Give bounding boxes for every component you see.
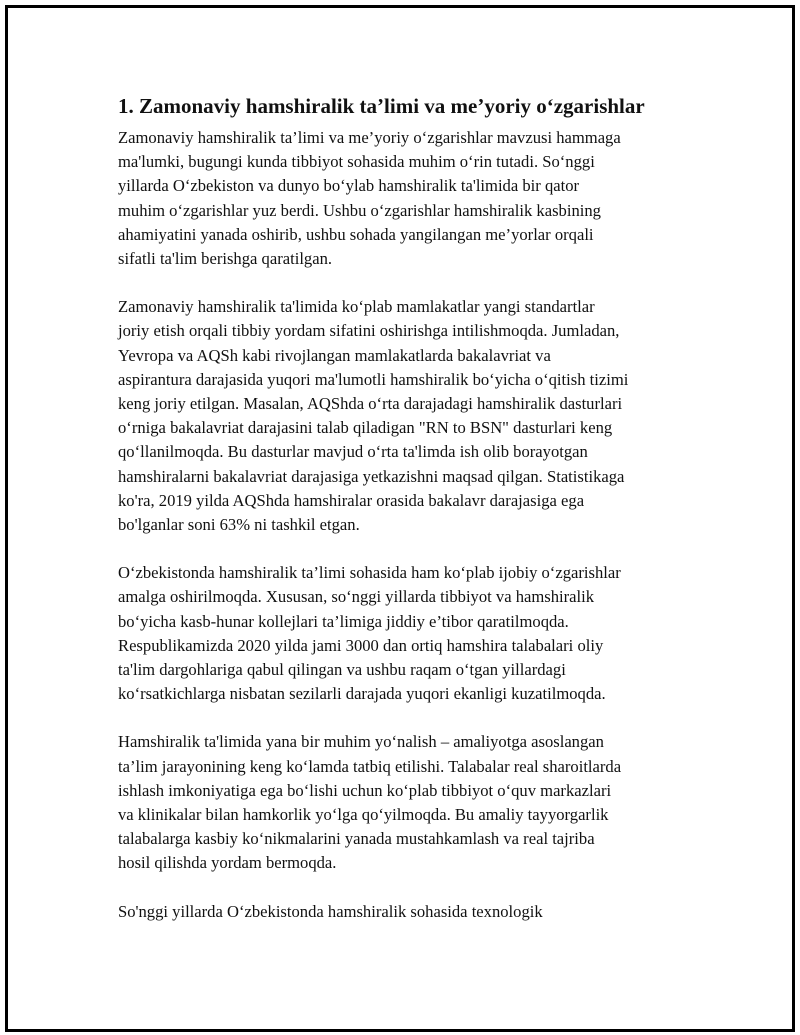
text-line: hosil qilishda yordam bermoqda. xyxy=(118,853,337,873)
text-line: aspirantura darajasida yuqori ma'lumotli hamshiralik bo‘yicha o‘qitish tizimi xyxy=(118,369,629,389)
text-line: ko'ra, 2019 yilda AQShda hamshiralar orasida bakalavr darajasiga ega xyxy=(118,490,585,510)
document-body xyxy=(118,92,698,948)
text-line: hamshiralarni bakalavriat darajasiga yetkazishni maqsad qilgan. Statistikaga xyxy=(118,466,625,486)
text-line: Zamonaviy hamshiralik ta'limida ko‘plab mamlakatlar yangi standartlar xyxy=(118,297,595,317)
text-line: sifatli ta'lim berishga qaratilgan. xyxy=(118,249,333,269)
text-line: Respublikamizda 2020 yilda jami 3000 dan ortiq hamshira talabalari oliy xyxy=(118,635,604,655)
text-line: amalga oshirilmoqda. Xususan, so‘nggi yillarda tibbiyot va hamshiralik xyxy=(118,587,595,607)
text-line: ma'lumki, bugungi kunda tibbiyot sohasida muhim o‘rin tutadi. So‘nggi xyxy=(118,152,595,172)
text-line: keng joriy etilgan. Masalan, AQShda o‘rta darajadagi hamshiralik dasturlari xyxy=(118,394,623,414)
text-line: O‘zbekistonda hamshiralik ta’limi sohasida ham ko‘plab ijobiy o‘zgarishlar xyxy=(118,563,621,583)
text-line: ta'lim dargohlariga qabul qilingan va ushbu raqam o‘tgan yillardagi xyxy=(118,660,566,680)
text-line: joriy etish orqali tibbiy yordam sifatini oshirishga intilishmoqda. Jumladan, xyxy=(118,321,620,341)
text-line: ishlash imkoniyatiga ega bo‘lishi uchun ko‘plab tibbiyot o‘quv markazlari xyxy=(118,780,612,800)
paragraph-2 xyxy=(118,295,698,537)
text-line: ahamiyatini yanada oshirib, ushbu sohada yangilangan me’yorlar orqali xyxy=(118,224,594,244)
text-line: muhim o‘zgarishlar yuz berdi. Ushbu o‘zgarishlar hamshiralik kasbining xyxy=(118,200,601,220)
text-line: yillarda O‘zbekiston va dunyo bo‘ylab hamshiralik ta'limida bir qator xyxy=(118,176,580,196)
text-line: So'nggi yillarda O‘zbekistonda hamshiralik sohasida texnologik xyxy=(118,901,543,921)
text-line: ko‘rsatkichlarga nisbatan sezilarli darajada yuqori ekanligi kuzatilmoqda. xyxy=(118,684,606,704)
paragraph-3 xyxy=(118,561,698,706)
paragraph-4 xyxy=(118,730,698,875)
text-line: ta’lim jarayonining keng ko‘lamda tatbiq etilishi. Talabalar real sharoitlarda xyxy=(118,756,622,776)
text-line: Hamshiralik ta'limida yana bir muhim yo‘nalish – amaliyotga asoslangan xyxy=(118,732,604,752)
text-line: va klinikalar bilan hamkorlik yo‘lga qo‘yilmoqda. Bu amaliy tayyorgarlik xyxy=(118,805,609,825)
text-line: Yevropa va AQSh kabi rivojlangan mamlakatlarda bakalavriat va xyxy=(118,345,551,365)
text-line: o‘rniga bakalavriat darajasini talab qiladigan "RN to BSN" dasturlari keng xyxy=(118,418,613,438)
text-line: talabalarga kasbiy ko‘nikmalarini yanada mustahkamlash va real tajriba xyxy=(118,829,595,849)
text-line: qo‘llanilmoqda. Bu dasturlar mavjud o‘rta ta'limda ish olib borayotgan xyxy=(118,442,588,462)
text-line: Zamonaviy hamshiralik ta’limi va me’yoriy o‘zgarishlar mavzusi hammaga xyxy=(118,128,621,147)
section-heading: 1. Zamonaviy hamshiralik ta’limi va me’yoriy o‘zgarishlar xyxy=(118,94,645,118)
text-line: bo‘yicha kasb-hunar kollejlari ta’limiga jiddiy e’tibor qaratilmoqda. xyxy=(118,611,569,631)
text-line: bo'lganlar soni 63% ni tashkil etgan. xyxy=(118,515,360,535)
paragraph-1 xyxy=(118,126,698,271)
paragraph-5 xyxy=(118,900,698,924)
